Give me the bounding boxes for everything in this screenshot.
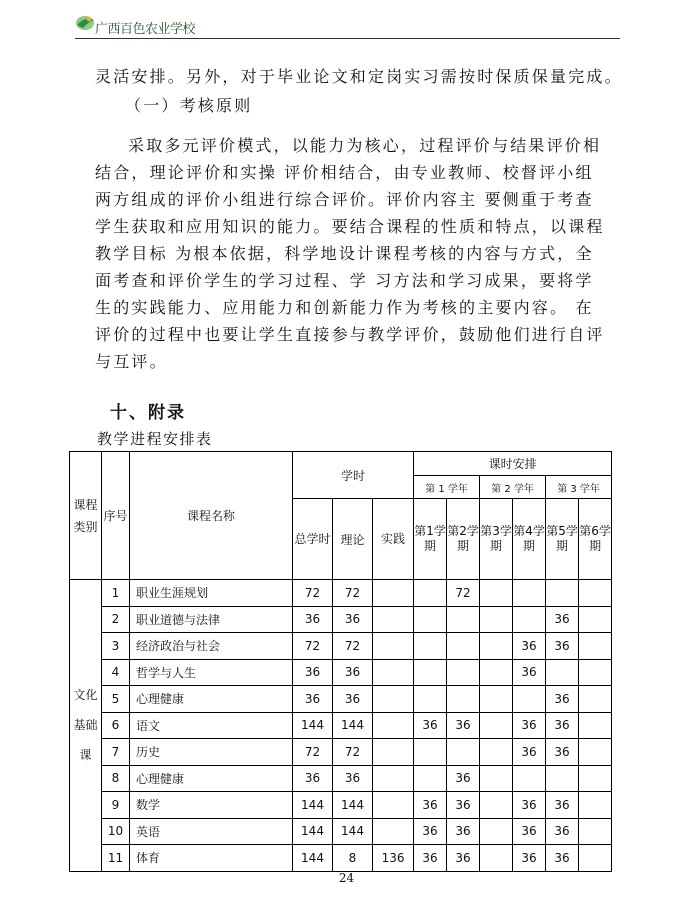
theory-hours-cell: 72 [333, 633, 373, 660]
table-row [70, 580, 612, 607]
semester-5-cell: 36 [546, 712, 579, 739]
semester-4-cell: 36 [513, 739, 546, 766]
total-hours-cell: 36 [293, 765, 333, 792]
course-name-cell: 职业道德与法律 [130, 606, 293, 633]
semester-5-cell: 36 [546, 792, 579, 819]
semester-3-cell [480, 818, 513, 845]
table-row [70, 818, 612, 845]
semester-6-cell [579, 739, 612, 766]
semester-1-cell: 36 [414, 845, 447, 872]
theory-hours-cell: 36 [333, 765, 373, 792]
semester-4-cell: 36 [513, 633, 546, 660]
body-line: 与互评。 [95, 352, 168, 371]
year-header: 第 3 学年 [546, 476, 612, 499]
body-line: 灵活安排。另外，对于毕业论文和定岗实习需按时保质保量完成。 [95, 67, 623, 86]
practice-hours-cell [373, 633, 414, 660]
semester-2-cell [447, 659, 480, 686]
table-row [70, 739, 612, 766]
semester-2-cell [447, 606, 480, 633]
semester-4-cell: 36 [513, 659, 546, 686]
seq-cell: 9 [102, 792, 130, 819]
col-schedule-header: 课时安排 [414, 452, 612, 476]
course-name-cell: 哲学与人生 [130, 659, 293, 686]
semester-2-cell: 36 [447, 792, 480, 819]
semester-3-cell [480, 765, 513, 792]
semester-6-cell [579, 580, 612, 607]
body-line: 学生获取和应用知识的能力。要结合课程的性质和特点，以课程 [95, 217, 605, 236]
col-category-header: 课程类别 [70, 452, 102, 580]
practice-hours-cell: 136 [373, 845, 414, 872]
semester-1-cell [414, 765, 447, 792]
semester-4-cell: 36 [513, 792, 546, 819]
total-hours-cell: 144 [293, 792, 333, 819]
semester-5-cell: 36 [546, 686, 579, 713]
semester-header: 第1学期 [414, 499, 447, 580]
semester-header: 第3学期 [480, 499, 513, 580]
semester-6-cell [579, 606, 612, 633]
total-hours-cell: 36 [293, 606, 333, 633]
category-cell: 文化基础课 [70, 580, 102, 872]
total-hours-cell: 144 [293, 712, 333, 739]
table-row [70, 792, 612, 819]
semester-4-cell: 36 [513, 845, 546, 872]
semester-3-cell [480, 792, 513, 819]
semester-3-cell [480, 686, 513, 713]
semester-6-cell [579, 765, 612, 792]
subsection-title: （一）考核原则 [125, 96, 253, 115]
col-name-header: 课程名称 [130, 452, 293, 580]
table-row [70, 765, 612, 792]
semester-2-cell: 36 [447, 818, 480, 845]
semester-1-cell [414, 739, 447, 766]
semester-3-cell [480, 606, 513, 633]
practice-hours-cell [373, 739, 414, 766]
semester-1-cell: 36 [414, 792, 447, 819]
course-name-cell: 心理健康 [130, 686, 293, 713]
total-hours-cell: 72 [293, 580, 333, 607]
semester-5-cell: 36 [546, 845, 579, 872]
semester-2-cell: 36 [447, 845, 480, 872]
semester-1-cell [414, 580, 447, 607]
semester-5-cell [546, 765, 579, 792]
semester-4-cell: 36 [513, 818, 546, 845]
seq-cell: 5 [102, 686, 130, 713]
semester-5-cell: 36 [546, 606, 579, 633]
semester-4-cell [513, 606, 546, 633]
practice-hours-cell [373, 686, 414, 713]
course-name-cell: 体育 [130, 845, 293, 872]
semester-2-cell: 36 [447, 712, 480, 739]
semester-4-cell [513, 580, 546, 607]
practice-hours-cell [373, 712, 414, 739]
table-row [70, 659, 612, 686]
table-row [70, 686, 612, 713]
body-line: 采取多元评价模式，以能力为核心，过程评价与结果评价相 [128, 136, 602, 155]
course-name-cell: 职业生涯规划 [130, 580, 293, 607]
seq-cell: 8 [102, 765, 130, 792]
total-hours-cell: 72 [293, 739, 333, 766]
semester-header: 第4学期 [513, 499, 546, 580]
seq-cell: 11 [102, 845, 130, 872]
theory-hours-cell: 36 [333, 686, 373, 713]
year-header: 第 1 学年 [414, 476, 480, 499]
practice-hours-cell [373, 659, 414, 686]
practice-hours-cell [373, 606, 414, 633]
seq-cell: 3 [102, 633, 130, 660]
body-line: 生的实践能力、应用能力和创新能力作为考核的主要内容。 在 [95, 298, 594, 317]
semester-2-cell [447, 739, 480, 766]
course-name-cell: 数学 [130, 792, 293, 819]
course-name-cell: 经济政治与社会 [130, 633, 293, 660]
semester-2-cell [447, 633, 480, 660]
semester-6-cell [579, 712, 612, 739]
practice-hours-cell [373, 580, 414, 607]
semester-6-cell [579, 818, 612, 845]
course-schedule-table [69, 451, 612, 872]
semester-5-cell: 36 [546, 633, 579, 660]
theory-hours-cell: 144 [333, 818, 373, 845]
semester-header: 第5学期 [546, 499, 579, 580]
section-title: 十、附录 [110, 403, 186, 423]
semester-3-cell [480, 845, 513, 872]
col-hours-header: 学时 [293, 452, 414, 499]
semester-4-cell: 36 [513, 712, 546, 739]
table-caption: 教学进程安排表 [97, 430, 213, 448]
semester-1-cell [414, 659, 447, 686]
semester-6-cell [579, 659, 612, 686]
semester-header: 第6学期 [579, 499, 612, 580]
semester-5-cell: 36 [546, 818, 579, 845]
seq-cell: 6 [102, 712, 130, 739]
semester-5-cell [546, 659, 579, 686]
col-theory-header: 理论 [333, 499, 373, 580]
semester-1-cell [414, 606, 447, 633]
total-hours-cell: 144 [293, 845, 333, 872]
page-number: 24 [338, 871, 355, 885]
semester-6-cell [579, 686, 612, 713]
body-line: 教学目标 为根本依据，科学地设计课程考核的内容与方式，全 [95, 244, 594, 263]
theory-hours-cell: 36 [333, 606, 373, 633]
theory-hours-cell: 8 [333, 845, 373, 872]
semester-3-cell [480, 633, 513, 660]
semester-1-cell: 36 [414, 712, 447, 739]
semester-3-cell [480, 739, 513, 766]
semester-header: 第2学期 [447, 499, 480, 580]
col-seq-header: 序号 [102, 452, 130, 580]
theory-hours-cell: 36 [333, 659, 373, 686]
semester-6-cell [579, 633, 612, 660]
theory-hours-cell: 144 [333, 792, 373, 819]
semester-6-cell [579, 792, 612, 819]
semester-2-cell [447, 686, 480, 713]
col-practice-header: 实践 [373, 499, 414, 580]
course-name-cell: 语文 [130, 712, 293, 739]
theory-hours-cell: 72 [333, 580, 373, 607]
semester-1-cell [414, 686, 447, 713]
practice-hours-cell [373, 765, 414, 792]
table-row [70, 633, 612, 660]
school-name: 广西百色农业学校 [95, 22, 196, 37]
body-line: 评价的过程中也要让学生直接参与教学评价，鼓励他们进行自评 [95, 325, 605, 344]
total-hours-cell: 144 [293, 818, 333, 845]
seq-cell: 4 [102, 659, 130, 686]
year-header: 第 2 学年 [480, 476, 546, 499]
seq-cell: 1 [102, 580, 130, 607]
total-hours-cell: 72 [293, 633, 333, 660]
semester-1-cell: 36 [414, 818, 447, 845]
course-name-cell: 英语 [130, 818, 293, 845]
school-logo-icon [75, 12, 97, 34]
semester-5-cell: 36 [546, 739, 579, 766]
practice-hours-cell [373, 818, 414, 845]
page-header [75, 10, 620, 39]
seq-cell: 10 [102, 818, 130, 845]
theory-hours-cell: 72 [333, 739, 373, 766]
semester-3-cell [480, 712, 513, 739]
practice-hours-cell [373, 792, 414, 819]
theory-hours-cell: 144 [333, 712, 373, 739]
total-hours-cell: 36 [293, 686, 333, 713]
seq-cell: 7 [102, 739, 130, 766]
body-line: 结合，理论评价和实操 评价相结合，由专业教师、校督评小组 [95, 163, 594, 182]
semester-5-cell [546, 580, 579, 607]
course-name-cell: 历史 [130, 739, 293, 766]
total-hours-cell: 36 [293, 659, 333, 686]
table-row [70, 845, 612, 872]
table-row [70, 712, 612, 739]
course-name-cell: 心理健康 [130, 765, 293, 792]
body-line: 两方组成的评价小组进行综合评价。评价内容主 要侧重于考查 [95, 190, 594, 209]
semester-3-cell [480, 580, 513, 607]
semester-3-cell [480, 659, 513, 686]
semester-2-cell: 36 [447, 765, 480, 792]
table-row [70, 606, 612, 633]
semester-1-cell [414, 633, 447, 660]
semester-4-cell [513, 686, 546, 713]
semester-4-cell [513, 765, 546, 792]
body-line: 面考查和评价学生的学习过程、学 习方法和学习成果，要将学 [95, 271, 594, 290]
semester-2-cell: 72 [447, 580, 480, 607]
seq-cell: 2 [102, 606, 130, 633]
col-total-header: 总学时 [293, 499, 333, 580]
semester-6-cell [579, 845, 612, 872]
